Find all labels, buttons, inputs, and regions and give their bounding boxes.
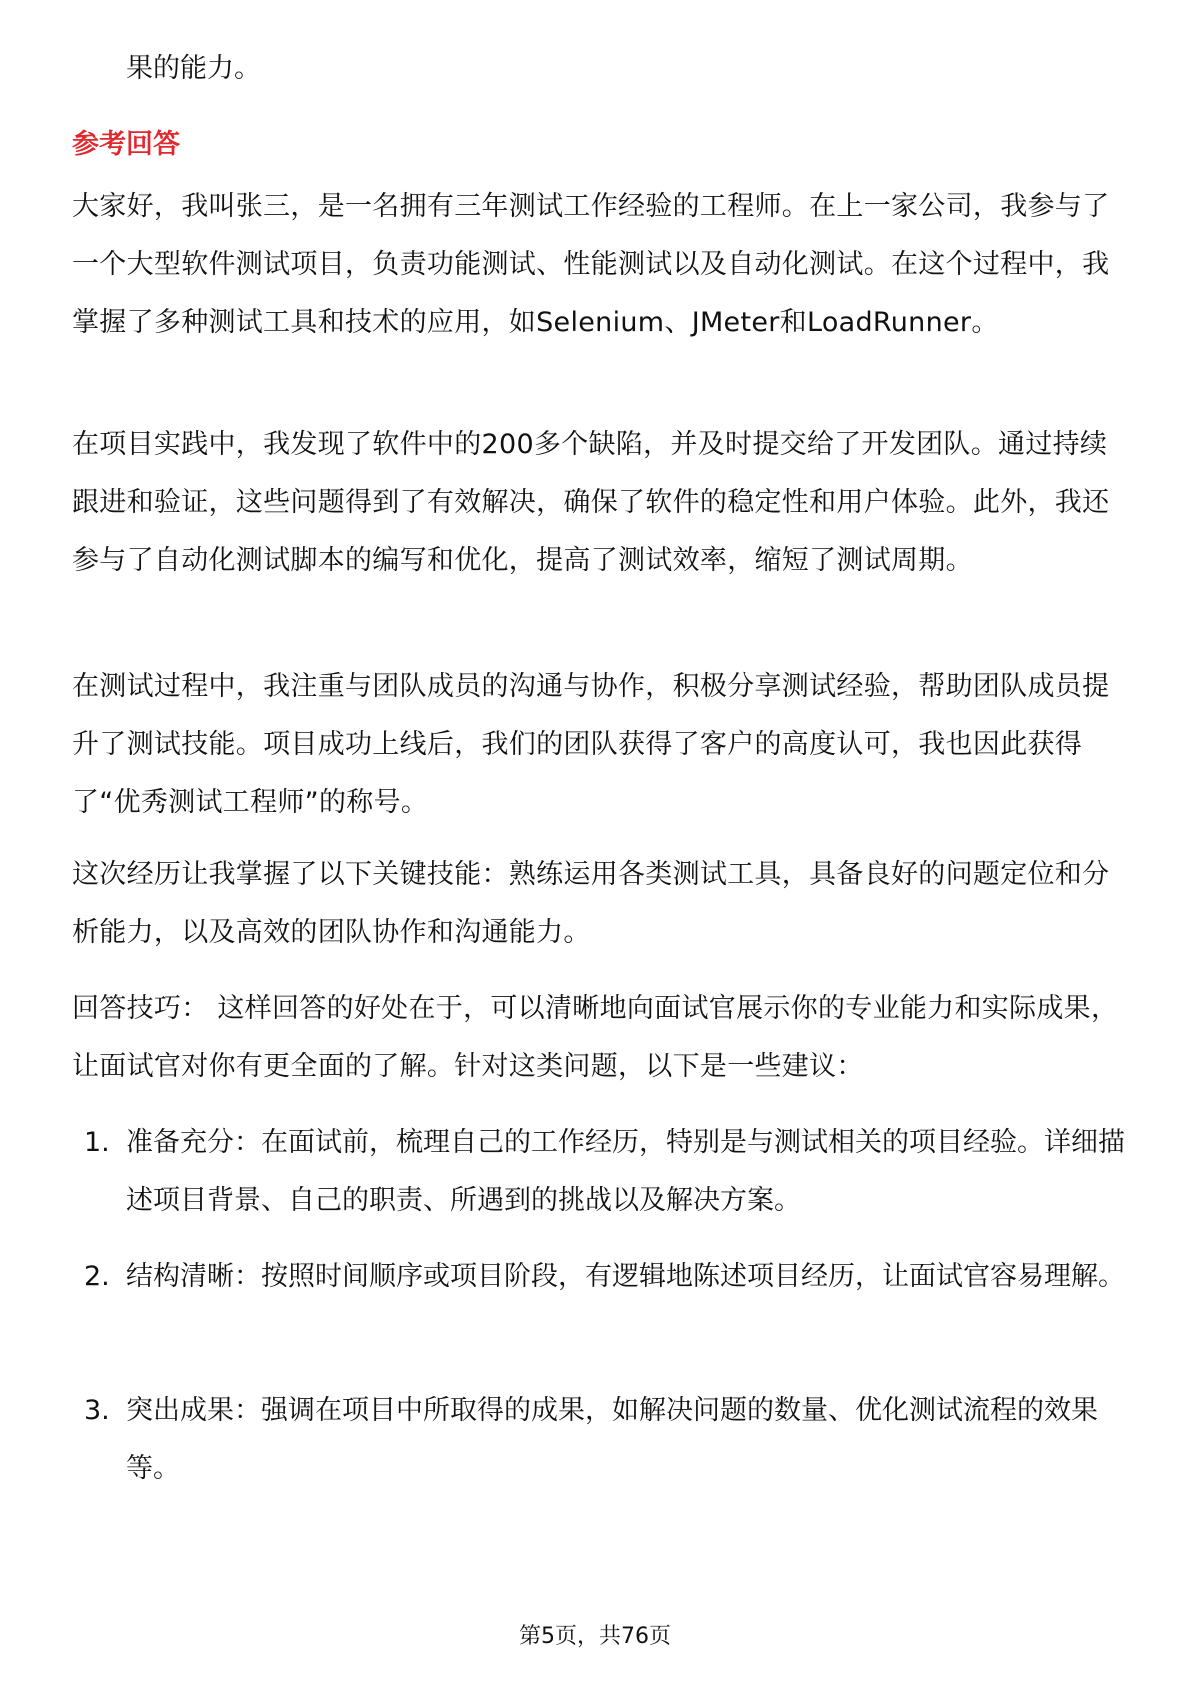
- continuation-text: 果的能力。: [126, 53, 261, 84]
- list-item-number: 1.: [84, 1127, 110, 1158]
- list-item-text: 突出成果：强调在项目中所取得的成果，如解决问题的数量、优化测试流程的效果等。: [126, 1395, 1098, 1484]
- paragraph-1: 大家好，我叫张三，是一名拥有三年测试工作经验的工程师。在上一家公司，我参与了一个大型软件测试项目，负责功能测试、性能测试以及自动化测试。在这个过程中，我掌握了多种测试工具和技术的应用，如Selenium、JMeter和LoadRunner。: [72, 191, 1110, 338]
- paragraph-2: 在项目实践中，我发现了软件中的200多个缺陷，并及时提交给了开发团队。通过持续跟进和验证，这些问题得到了有效解决，确保了软件的稳定性和用户体验。此外，我还参与了自动化测试脚本的编写和优化，提高了测试效率，缩短了测试周期。: [72, 429, 1110, 576]
- list-item: [84, 1114, 1134, 1230]
- page-number-footer: 第5页，共76页: [519, 1624, 671, 1649]
- paragraph-5: 回答技巧： 这样回答的好处在于，可以清晰地向面试官展示你的专业能力和实际成果，让面试官对你有更全面的了解。针对这类问题，以下是一些建议：: [72, 993, 1119, 1082]
- list-item: [84, 1382, 1134, 1498]
- section-heading: 参考回答: [72, 129, 180, 160]
- paragraph-4: 这次经历让我掌握了以下关键技能：熟练运用各类测试工具，具备良好的问题定位和分析能力，以及高效的团队协作和沟通能力。: [72, 859, 1110, 948]
- list-item-number: 2.: [84, 1261, 110, 1292]
- list-item-text: 结构清晰：按照时间顺序或项目阶段，有逻辑地陈述项目经历，让面试官容易理解。: [126, 1261, 1125, 1292]
- list-item-number: 3.: [84, 1395, 110, 1426]
- list-item-text: 准备充分：在面试前，梳理自己的工作经历，特别是与测试相关的项目经验。详细描述项目背景、自己的职责、所遇到的挑战以及解决方案。: [126, 1127, 1125, 1216]
- list-item: [84, 1248, 1134, 1306]
- paragraph-3: 在测试过程中，我注重与团队成员的沟通与协作，积极分享测试经验，帮助团队成员提升了测试技能。项目成功上线后，我们的团队获得了客户的高度认可，我也因此获得了“优秀测试工程师”的称号。: [72, 671, 1110, 818]
